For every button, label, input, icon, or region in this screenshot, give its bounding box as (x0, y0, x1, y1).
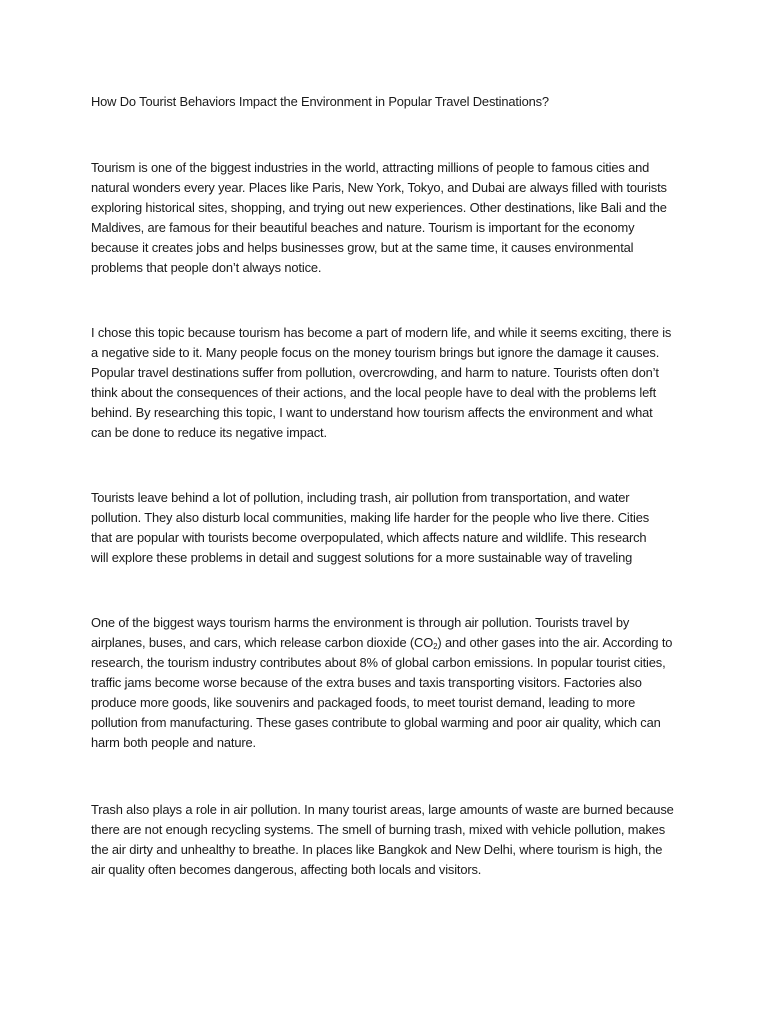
paragraph-line: behind. By researching this topic, I want to understand how tourism affects the environment and what (91, 405, 653, 420)
paragraph-line: One of the biggest ways tourism harms the environment is through air pollution. Tourists travel by (91, 615, 630, 630)
paragraph-line: Popular travel destinations suffer from pollution, overcrowding, and harm to nature. Tourists often don’t (91, 365, 659, 380)
paragraph-line: research, the tourism industry contributes about 8% of global carbon emissions. In popular tourist cities, (91, 655, 666, 670)
paragraph-4 (91, 613, 691, 753)
paragraph-line: that are popular with tourists become overpopulated, which affects nature and wildlife. This research (91, 530, 647, 545)
paragraph-3 (91, 488, 691, 568)
paragraph-line: think about the consequences of their actions, and the local people have to deal with the problems left (91, 385, 657, 400)
paragraph-line: problems that people don’t always notice. (91, 260, 322, 275)
paragraph-line: can be done to reduce its negative impact. (91, 425, 327, 440)
line-text-after-subscript: ) and other gases into the air. According to (437, 635, 673, 650)
paragraph-line: the air dirty and unhealthy to breathe. In places like Bangkok and New Delhi, where tourism is high, the (91, 842, 663, 857)
document-title: How Do Tourist Behaviors Impact the Environment in Popular Travel Destinations? (91, 94, 549, 109)
paragraph-1 (91, 158, 691, 278)
paragraph-line: will explore these problems in detail and suggest solutions for a more sustainable way of traveling (91, 550, 633, 565)
paragraph-line: there are not enough recycling systems. The smell of burning trash, mixed with vehicle pollution, makes (91, 822, 665, 837)
paragraph-line: natural wonders every year. Places like Paris, New York, Tokyo, and Dubai are always filled with tourists (91, 180, 667, 195)
paragraph-line: pollution. They also disturb local communities, making life harder for the people who live there. Cities (91, 510, 650, 525)
paragraph-line: pollution from manufacturing. These gases contribute to global warming and poor air quality, which can (91, 715, 661, 730)
subscript-text: 2 (433, 642, 438, 651)
paragraph-line: a negative side to it. Many people focus on the money tourism brings but ignore the damage it causes. (91, 345, 660, 360)
paragraph-line: traffic jams become worse because of the extra buses and taxis transporting visitors. Factories also (91, 675, 642, 690)
document-title-block (91, 92, 691, 112)
paragraph-line: harm both people and nature. (91, 735, 256, 750)
line-text-before-subscript: airplanes, buses, and cars, which release carbon dioxide (CO (91, 635, 434, 650)
paragraph-line-with-subscript (91, 633, 691, 653)
paragraph-line: I chose this topic because tourism has become a part of modern life, and while it seems exciting, there is (91, 325, 672, 340)
paragraph-line: Maldives, are famous for their beautiful beaches and nature. Tourism is important for the economy (91, 220, 635, 235)
paragraph-line: produce more goods, like souvenirs and packaged foods, to meet tourist demand, leading to more (91, 695, 636, 710)
paragraph-line: Tourism is one of the biggest industries in the world, attracting millions of people to famous cities and (91, 160, 650, 175)
paragraph-line: exploring historical sites, shopping, and trying out new experiences. Other destinations, like Bali and the (91, 200, 667, 215)
paragraph-2 (91, 323, 691, 443)
paragraph-line: because it creates jobs and helps businesses grow, but at the same time, it causes environmental (91, 240, 634, 255)
paragraph-line: Tourists leave behind a lot of pollution, including trash, air pollution from transportation, and water (91, 490, 630, 505)
paragraph-line: air quality often becomes dangerous, affecting both locals and visitors. (91, 862, 482, 877)
paragraph-5 (91, 800, 691, 880)
paragraph-line: Trash also plays a role in air pollution. In many tourist areas, large amounts of waste are burned because (91, 802, 674, 817)
